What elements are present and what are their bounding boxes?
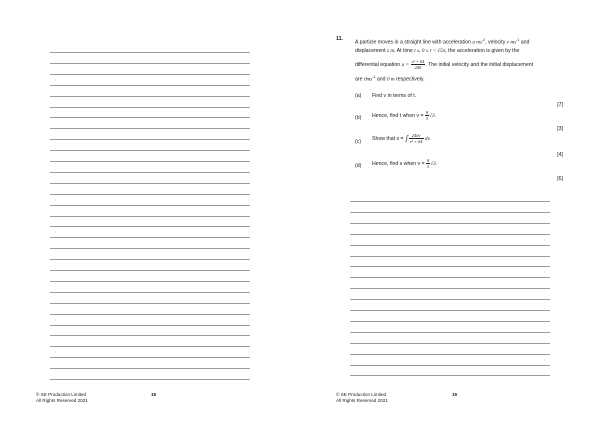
answer-line [50,270,250,271]
answer-line [50,226,250,227]
answer-line [50,139,250,140]
part-d-denominator: 3 [427,164,430,169]
part-d-text-post: . [435,160,438,167]
acc-unit: a ms [472,39,483,46]
disp-unit: s m [387,47,395,54]
question-stem [355,34,570,85]
integral-symbol: ∫ [405,134,409,143]
stem-text: . The initial velocity and the initial displacement [425,61,534,68]
left-footer-line2: All Rights Reserved 2021 [36,398,88,403]
acc-exp: -2 [482,38,486,42]
stem-text: , velocity [485,39,507,46]
part-c-numerator: 240v [409,133,424,139]
right-footer-line1: © SE Production Limited [336,392,387,397]
answer-line [50,216,250,217]
answer-line [50,128,250,129]
stem-text: differential equation [355,61,402,68]
answer-line [50,85,250,86]
answer-line [50,368,250,369]
answer-line [350,266,550,267]
left-footer-line1: © SE Production Limited [36,392,87,397]
eq-numerator: v² + 64 [411,58,425,64]
init-v-exp: -1 [372,74,376,79]
answer-line [50,379,250,380]
answer-line [50,194,250,195]
answer-line [50,248,250,249]
right-footer [336,392,388,404]
init-v: 0ms [363,76,373,83]
part-d-root: √3 [430,160,436,167]
eq-fraction [411,59,426,70]
answer-line [350,223,550,224]
answer-line [350,299,550,300]
answer-line [50,183,250,184]
time-unit: t s [414,47,420,54]
answer-line [50,357,250,358]
part-b-label: (b) [355,115,362,121]
answer-line [50,63,250,64]
part-b-numerator: 8 [425,110,429,115]
right-footer-line2: All Rights Reserved 2021 [336,398,388,403]
part-d-marks: [6] [557,176,563,182]
answer-line [50,314,250,315]
part-b-text-post: . [434,112,437,119]
answer-line [50,303,250,304]
answer-line [50,150,250,151]
part-a-label: (a) [355,93,362,99]
answer-line [350,354,550,355]
answer-line [50,172,250,173]
part-b-text [372,110,436,121]
answer-line [350,256,550,257]
answer-line [350,245,550,246]
part-c-label: (c) [355,139,362,145]
answer-line [50,117,250,118]
question-number: 11. [336,36,343,42]
answer-line [50,281,250,282]
eq-lhs: a = [401,61,410,68]
answer-line [50,52,250,53]
stem-text: . At time [394,47,415,54]
answer-line [350,288,550,289]
part-d-text-pre: Hence, find s when v = [372,160,425,167]
part-a-text: Find v in terms of t. [372,93,417,99]
stem-text: are [355,76,364,83]
answer-line [350,375,550,376]
answer-line [50,335,250,336]
part-c-text [372,133,431,144]
vel-unit: v ms [506,39,517,46]
part-c-marks: [4] [557,152,563,158]
part-c-text-pre: Show that s = [372,135,404,142]
part-b-text-pre: Hence, find t when v = [372,112,424,119]
answer-line [350,310,550,311]
init-s: 0 m [386,76,395,83]
right-page-number: 19 [452,392,458,397]
answer-line [50,96,250,97]
left-footer [36,392,88,404]
answer-line [350,365,550,366]
answer-line [50,346,250,347]
answer-line [50,205,250,206]
part-b-denominator: 3 [425,116,429,121]
stem-text: and [519,39,530,46]
stem-text: , the acceleration is given by the [445,47,520,54]
answer-line [350,212,550,213]
part-d-numerator: 8 [427,158,430,163]
answer-line [350,332,550,333]
answer-line [350,321,550,322]
stem-text: , [419,47,422,54]
part-b-root: √3 [429,112,435,119]
answer-line [350,343,550,344]
answer-line [50,259,250,260]
answer-line [50,237,250,238]
part-d-text [372,158,437,169]
answer-line [50,74,250,75]
answer-line [350,277,550,278]
part-c-fraction [409,133,424,144]
answer-line [350,234,550,235]
eq-denominator: 240 [414,64,422,70]
left-page-number: 18 [151,392,157,397]
part-d-label: (d) [355,163,362,169]
part-a-marks: [7] [557,102,563,108]
answer-line [50,107,250,108]
stem-text: A particle moves in a straight line with acceleration [355,39,473,46]
stem-text: respectively. [394,76,425,83]
time-range: 0 ≤ t < 15π [421,47,446,54]
stem-text: displacement [355,47,388,54]
answer-line [50,161,250,162]
answer-line [350,201,550,202]
answer-line [50,292,250,293]
right-page [300,0,600,424]
part-c-denominator: v² + 64 [409,139,423,144]
answer-line [50,325,250,326]
part-c-text-post: dv. [424,135,431,142]
stem-text: and [375,76,387,83]
part-b-marks: [3] [557,126,563,132]
vel-exp: -1 [516,38,520,42]
